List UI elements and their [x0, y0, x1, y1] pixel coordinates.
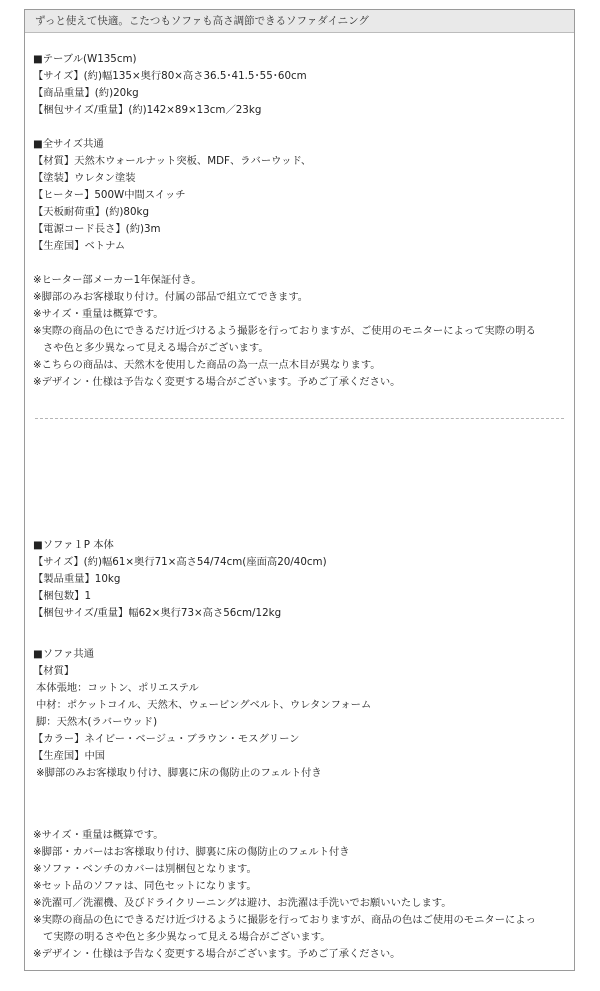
common-spec-heading: ■全サイズ共通 — [33, 138, 104, 150]
sofa-fabric-line: 本体張地：コットン、ポリエステル — [36, 682, 199, 694]
note-warranty: ※ヒーター部メーカー1年保証付き。 — [33, 274, 202, 286]
note-approximate: ※サイズ・重量は概算です。 — [33, 308, 164, 320]
note-color: ※実際の商品の色にできるだけ近づけるよう撮影を行っておりますが、ご使用のモニターによって実際の明る — [33, 325, 536, 337]
sofa-material-label: 【材質】 — [33, 665, 75, 677]
sofa-note-color: ※実際の商品の色にできるだけ近づけるように撮影を行っておりますが、商品の色はご使用のモニターによっ — [33, 914, 536, 926]
sofa-common-section — [33, 646, 568, 782]
note-wood-grain: ※こちらの商品は、天然木を使用した商品の為一点一点木目が異なります。 — [33, 359, 381, 371]
table-spec-heading: ■テーブル(W135cm) — [33, 53, 137, 65]
sofa-package-line: 【梱包サイズ/重量】幅62×奥行73×高さ56cm/12kg — [33, 607, 282, 619]
spec-panel — [24, 9, 575, 971]
sofa-note-approximate: ※サイズ・重量は概算です。 — [33, 829, 164, 841]
note-assembly: ※脚部のみお客様取り付け。付属の部品で組立てできます。 — [33, 291, 309, 303]
sofa-legs-line: 脚：天然木(ラバーウッド) — [36, 716, 158, 728]
heater-line: 【ヒーター】500W中間スイッチ — [33, 189, 186, 201]
panel-title: ずっと使えて快適。こたつもソファも高さ調節できるソファダイニング — [35, 15, 369, 27]
sofa-note-set: ※セット品のソファは、同色セットになります。 — [33, 880, 257, 892]
section-divider — [35, 418, 564, 419]
sofa-note-washing: ※洗濯可／洗濯機、及びドライクリーニングは避け、お洗濯は手洗いでお願いいたします。 — [33, 897, 452, 909]
note-color-continued: さや色と多少異なって見える場合がございます。 — [43, 342, 269, 354]
sofa-filling-line: 中材：ポケットコイル、天然木、ウェービングベルト、ウレタンフォーム — [36, 699, 372, 711]
origin-line: 【生産国】ベトナム — [33, 240, 126, 252]
material-line: 【材質】天然木ウォールナット突板、MDF、ラバーウッド、 — [33, 155, 312, 167]
cord-length-line: 【電源コード長さ】(約)3m — [33, 223, 161, 235]
sofa-color-line: 【カラー】ネイビー・ベージュ・ブラウン・モスグリーン — [33, 733, 300, 745]
table-notes-section — [33, 272, 568, 391]
finish-line: 【塗装】ウレタン塗装 — [33, 172, 136, 184]
panel-header — [25, 10, 574, 33]
sofa-assembly-line: ※脚部のみお客様取り付け、脚裏に床の傷防止のフェルト付き — [36, 767, 322, 779]
sofa-weight-line: 【製品重量】10kg — [33, 573, 121, 585]
table-weight-line: 【商品重量】(約)20kg — [33, 87, 139, 99]
sofa-spec-section — [33, 537, 568, 622]
table-package-line: 【梱包サイズ/重量】(約)142×89×13cm／23kg — [33, 104, 262, 116]
sofa-package-count-line: 【梱包数】1 — [33, 590, 92, 602]
sofa-note-cover: ※ソファ・ベンチのカバーは別梱包となります。 — [33, 863, 257, 875]
table-spec-section — [33, 51, 568, 119]
sofa-origin-line: 【生産国】中国 — [33, 750, 106, 762]
table-size-line: 【サイズ】(約)幅135×奥行80×高さ36.5･41.5･55･60cm — [33, 70, 307, 82]
sofa-common-heading: ■ソファ共通 — [33, 648, 95, 660]
sofa-note-assembly: ※脚部・カバーはお客様取り付け、脚裏に床の傷防止のフェルト付き — [33, 846, 350, 858]
note-design-change: ※デザイン・仕様は予告なく変更する場合がございます。予めご了承ください。 — [33, 376, 401, 388]
load-capacity-line: 【天板耐荷重】(約)80kg — [33, 206, 150, 218]
common-spec-section — [33, 136, 568, 255]
sofa-size-line: 【サイズ】(約)幅61×奥行71×高さ54/74cm(座面高20/40cm) — [33, 556, 327, 568]
sofa-note-color-continued: て実際の明るさや色と多少異なって見える場合がございます。 — [43, 931, 331, 943]
sofa-note-design-change: ※デザイン・仕様は予告なく変更する場合がございます。予めご了承ください。 — [33, 948, 401, 960]
sofa-notes-section — [33, 827, 568, 963]
sofa-spec-heading: ■ソファ１P 本体 — [33, 539, 114, 551]
